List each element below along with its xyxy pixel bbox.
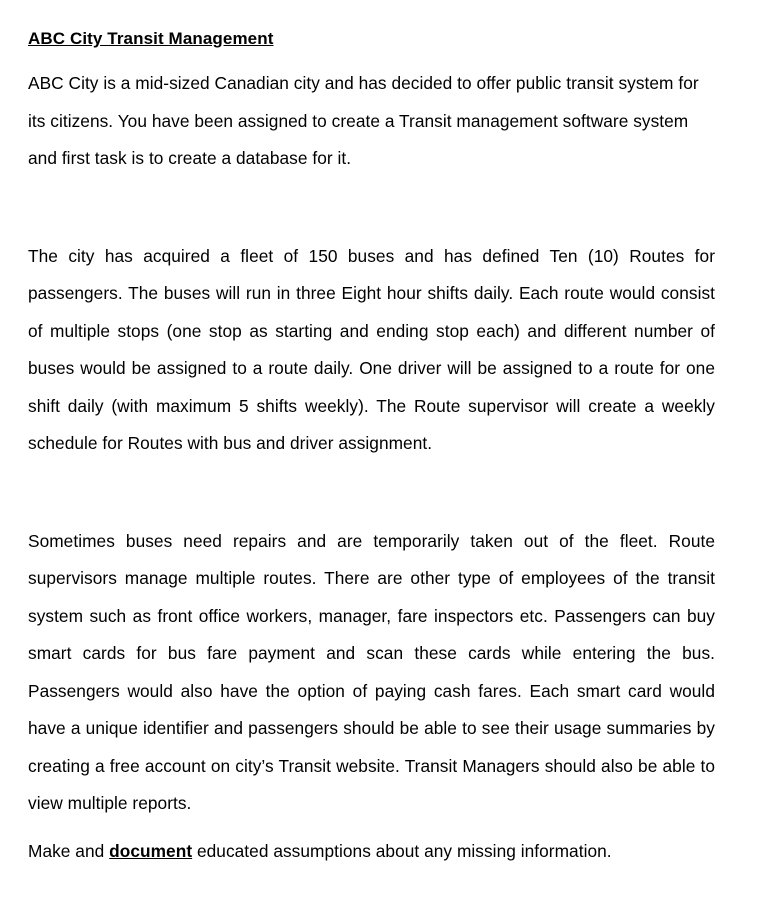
closing-text-end: educated assumptions about any missing information.	[192, 840, 612, 861]
closing-text-start: Make and	[28, 840, 110, 861]
operations-paragraph: Sometimes buses need repairs and are temporarily taken out of the fleet. Route supervisors manage multiple routes. There are other type of employees of the transit system such as front office workers, manager, fare inspectors etc. Passengers can buy smart cards for bus fare payment and scan these cards while entering the bus. Passengers would also have the option of paying cash fares. Each smart card would have a unique identifier and passengers should be able to see their usage summaries by creating a free account on city’s Transit website. Transit Managers should also be able to view multiple reports.	[28, 530, 715, 813]
intro-paragraph: ABC City is a mid-sized Canadian city and has decided to offer public transit system for its citizens. You have been assigned to create a Transit management software system and first task is to create a database for it.	[28, 73, 699, 168]
fleet-routes-paragraph: The city has acquired a fleet of 150 buses and has defined Ten (10) Routes for passengers. The buses will run in three Eight hour shifts daily. Each route would consist of multiple stops (one stop as starting and ending stop each) and different number of buses would be assigned to a route daily. One driver will be assigned to a route for one shift daily (with maximum 5 shifts weekly). The Route supervisor will create a weekly schedule for Routes with bus and driver assignment.	[28, 245, 715, 453]
paragraph-spacer	[28, 463, 715, 523]
paragraph-spacer	[28, 823, 715, 833]
closing-instruction	[28, 833, 715, 871]
emphasis-document: document	[109, 840, 193, 861]
document-title: ABC City Transit Management	[28, 29, 274, 48]
paragraph-spacer	[28, 178, 715, 238]
